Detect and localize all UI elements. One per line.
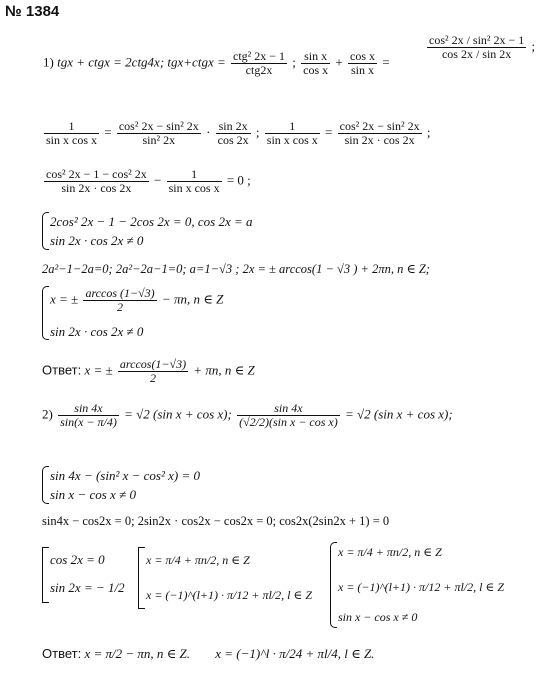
fraction-numerator: 1 (44, 120, 99, 134)
fraction-numerator: sin 4x (237, 402, 340, 416)
part1-line4: 2a²−1−2a=0; 2a²−2a−1=0; a=1−√3 ; 2x = ± arccos(1 − √3 ) + 2πn, n ∈ Z; (42, 262, 430, 276)
answer-label: Ответ: (42, 362, 82, 378)
fraction-denominator: sin(x − π/4) (60, 415, 117, 429)
system2-row2: sin 2x · cos 2x ≠ 0 (50, 324, 144, 339)
problem-number: № 1384 (5, 3, 60, 20)
part1-line2 (42, 120, 430, 147)
answer1 (42, 358, 255, 385)
fraction-numerator: cos² 2x − sin² 2x (118, 119, 199, 133)
separator: ; (426, 124, 431, 140)
fraction-denominator: sin x cos x (46, 133, 97, 147)
operator: = (325, 124, 333, 140)
part2-line1 (42, 402, 453, 429)
fraction-numerator: sin 2x (216, 120, 251, 134)
fraction-denominator: sin x cos x (168, 181, 220, 195)
separator: ; (531, 38, 536, 54)
operator: · (206, 124, 211, 140)
part1-line1 (43, 50, 390, 77)
answer-label: Ответ: (42, 646, 82, 661)
system-brace (330, 542, 337, 628)
equation-rhs: = √2 (sin x + cos x); (124, 406, 232, 422)
fraction-numerator: cos x (350, 49, 375, 63)
fraction-numerator: cos² 2x − 1 − cos² 2x (46, 167, 147, 181)
separator: ; (255, 124, 260, 140)
system-brace (42, 466, 49, 504)
fraction-denominator: cos x (303, 63, 329, 77)
fraction (348, 50, 377, 77)
equation-rhs: = √2 (sin x + cos x); (344, 406, 453, 422)
fraction-denominator: cos 2x (217, 133, 249, 147)
operator: = (382, 54, 390, 70)
fraction (83, 287, 156, 314)
set-bracket (42, 547, 49, 603)
part1-label: 1) (43, 54, 54, 70)
fraction (231, 50, 287, 77)
fraction-numerator: 1 (265, 120, 320, 134)
fraction-numerator: cos² 2x − sin² 2x (339, 119, 420, 133)
final-system-row1: x = π/4 + πn/2, n ∈ Z (338, 545, 442, 559)
fraction (117, 120, 201, 147)
system2-row1 (50, 287, 223, 314)
fraction (301, 50, 330, 77)
system-brace (42, 212, 49, 250)
expression-suffix: + πn, n ∈ Z (193, 362, 255, 378)
operator: = (104, 124, 112, 140)
part1-big-fraction (425, 34, 535, 61)
answer2 (42, 646, 374, 661)
fraction-numerator: cos² 2x / sin² 2x − 1 (429, 33, 525, 47)
answer-root1: x = π/2 − πn, n ∈ Z. (84, 646, 191, 661)
fraction-denominator: (√2/2)(sin x − cos x) (239, 415, 338, 429)
fraction-numerator: ctg² 2x − 1 (233, 49, 286, 63)
fraction-numerator: arccos(1−√3) (119, 357, 187, 371)
fraction-denominator: 2 (150, 371, 156, 385)
set-row2: sin 2x = − 1/2 (50, 580, 125, 595)
fraction-denominator: sin 2x · cos 2x (61, 181, 132, 195)
part1-line3 (42, 168, 251, 195)
system-brace (42, 286, 49, 340)
fraction-denominator: sin 2x · cos 2x (344, 133, 415, 147)
operator: + (335, 54, 343, 70)
final-system-row2: x = (−1)^(l+1) · π/12 + πl/2, l ∈ Z (338, 580, 505, 594)
part2-line2: sin4x − cos2x = 0; 2sin2x · cos2x − cos2x = 0; cos2x(2sin2x + 1) = 0 (42, 514, 390, 528)
system1-row2: sin 2x · cos 2x ≠ 0 (50, 233, 144, 248)
operator: − (153, 172, 162, 188)
fraction (338, 120, 422, 147)
part2-system-row1: sin 4x − (sin² x − cos² x) = 0 (50, 468, 201, 483)
fraction (167, 168, 222, 195)
solution-row2: x = (−1)^(l+1) · π/12 + πl/2, l ∈ Z (146, 588, 313, 602)
answer-root2: x = (−1)^l · π/24 + πl/4, l ∈ Z. (215, 646, 375, 661)
fraction-numerator: sin x (301, 50, 330, 64)
part2-label: 2) (42, 406, 53, 422)
set-row1: cos 2x = 0 (50, 552, 105, 567)
fraction-denominator: ctg2x (245, 63, 273, 77)
fraction (44, 168, 149, 195)
fraction (265, 120, 320, 147)
fraction-denominator: sin x (350, 63, 374, 77)
expression-prefix: x = ± (84, 362, 113, 378)
set-bracket (138, 547, 145, 609)
fraction (427, 34, 526, 61)
part1-equation: tgx + ctgx = 2ctg4x; (57, 54, 165, 70)
fraction (118, 358, 188, 385)
fraction (216, 120, 251, 147)
part2-system-row2: sin x − cos x ≠ 0 (50, 487, 136, 502)
final-system-row3: sin x − cos x ≠ 0 (338, 610, 418, 624)
fraction-numerator: sin 4x (58, 402, 119, 416)
separator: ; (292, 54, 296, 70)
solution-row1: x = π/4 + πn/2, n ∈ Z (146, 553, 250, 567)
expression-suffix: − πn, n ∈ Z (161, 291, 224, 307)
equation-end: = 0 ; (226, 172, 251, 188)
fraction-numerator: arccos (1−√3) (85, 286, 155, 300)
fraction (44, 120, 99, 147)
part1-lhs: tgx+ctgx = (167, 54, 226, 70)
expression-prefix: x = ± (50, 291, 79, 307)
fraction-denominator: cos 2x / sin 2x (441, 47, 512, 61)
system1-row1: 2cos² 2x − 1 − 2cos 2x = 0, cos 2x = a (50, 214, 253, 229)
fraction (58, 402, 119, 429)
fraction-denominator: sin x cos x (266, 133, 318, 147)
fraction-denominator: sin² 2x (142, 133, 176, 147)
fraction-numerator: 1 (167, 168, 222, 182)
fraction-denominator: 2 (117, 300, 124, 314)
fraction (237, 402, 340, 429)
